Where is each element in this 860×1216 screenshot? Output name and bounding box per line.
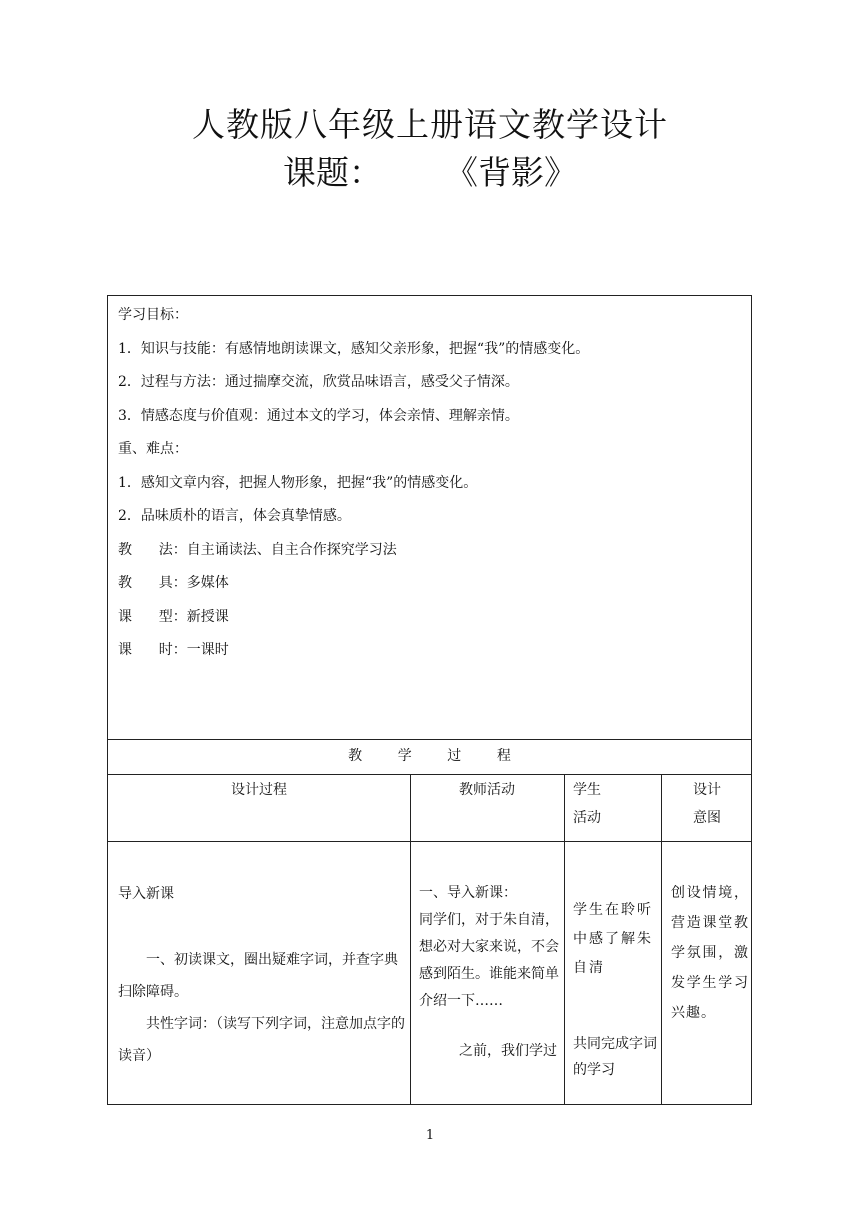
objective-attitude: 3．情感态度与价值观：通过本文的学习，体会亲情、理解亲情。 xyxy=(118,407,519,424)
divider-process-title xyxy=(108,774,751,775)
teaching-method: 教 法：自主诵读法、自主合作探究学习法 xyxy=(118,541,397,558)
header-intent-line2: 意图 xyxy=(693,810,721,826)
lesson-type: 课 型：新授课 xyxy=(118,608,229,625)
column-divider-1 xyxy=(410,774,411,1105)
header-design-intent xyxy=(661,776,753,832)
intent-text: 创设情境，营造课堂教学氛围，激发学生学习兴趣。 xyxy=(671,885,749,1021)
document-title: 人教版八年级上册语文教学设计 xyxy=(192,105,668,144)
teacher-activity-cell xyxy=(419,879,559,1065)
design-intent-cell xyxy=(671,878,749,1028)
teaching-tools: 教 具：多媒体 xyxy=(118,575,229,591)
student-activity-cell xyxy=(573,896,657,1083)
teacher-intro-text: 同学们，对于朱自清，想必对大家来说，不会感到陌生。谁能来简单介绍一下…… xyxy=(419,912,559,1009)
objectives-heading: 学习目标： xyxy=(118,307,188,323)
page-number: 1 xyxy=(425,1128,435,1143)
header-student-activity xyxy=(573,776,658,832)
header-design-process: 设计过程 xyxy=(231,782,287,798)
objective-knowledge: 1．知识与技能：有感情地朗读课文，感知父亲形象，把握“我”的情感变化。 xyxy=(118,340,590,357)
design-step-1: 一、初读课文，圈出疑难字词，并查字典扫除障碍。 xyxy=(118,952,398,1000)
objective-process: 2．过程与方法：通过揣摩交流，欣赏品味语言，感受父子情深。 xyxy=(118,374,519,390)
header-student-line1: 学生 xyxy=(573,782,601,798)
lesson-plan-table xyxy=(107,295,752,1105)
header-intent-line1: 设计 xyxy=(693,782,721,798)
teacher-continue-text: 之前，我们学过 xyxy=(459,1043,557,1059)
student-listen-text: 学生在聆听中感了解朱自清 xyxy=(573,902,653,976)
design-intro: 导入新课 xyxy=(118,886,174,902)
teaching-process-title: 教 学 过 程 xyxy=(348,748,511,764)
key-point-2: 2．品味质朴的语言，体会真挚情感。 xyxy=(118,508,351,524)
key-points-heading: 重、难点： xyxy=(118,441,188,457)
student-vocab-text: 共同完成字词的学习 xyxy=(573,1036,657,1078)
design-vocab: 共性字词：（读写下列字词，注意加点字的读音） xyxy=(118,1016,405,1064)
divider-column-headers xyxy=(108,841,751,842)
key-point-1: 1．感知文章内容，把握人物形象，把握“我”的情感变化。 xyxy=(118,474,478,491)
teacher-step-1: 一、导入新课： xyxy=(419,885,517,901)
header-teacher-activity: 教师活动 xyxy=(459,782,515,798)
column-divider-2 xyxy=(564,774,565,1105)
document-title-block xyxy=(0,102,860,196)
header-student-line2: 活动 xyxy=(573,810,601,826)
design-process-cell xyxy=(118,878,406,1072)
lesson-topic: 课题： 《背影》 xyxy=(283,153,577,192)
lesson-duration: 课 时：一课时 xyxy=(118,642,229,658)
objectives-section xyxy=(118,303,738,672)
